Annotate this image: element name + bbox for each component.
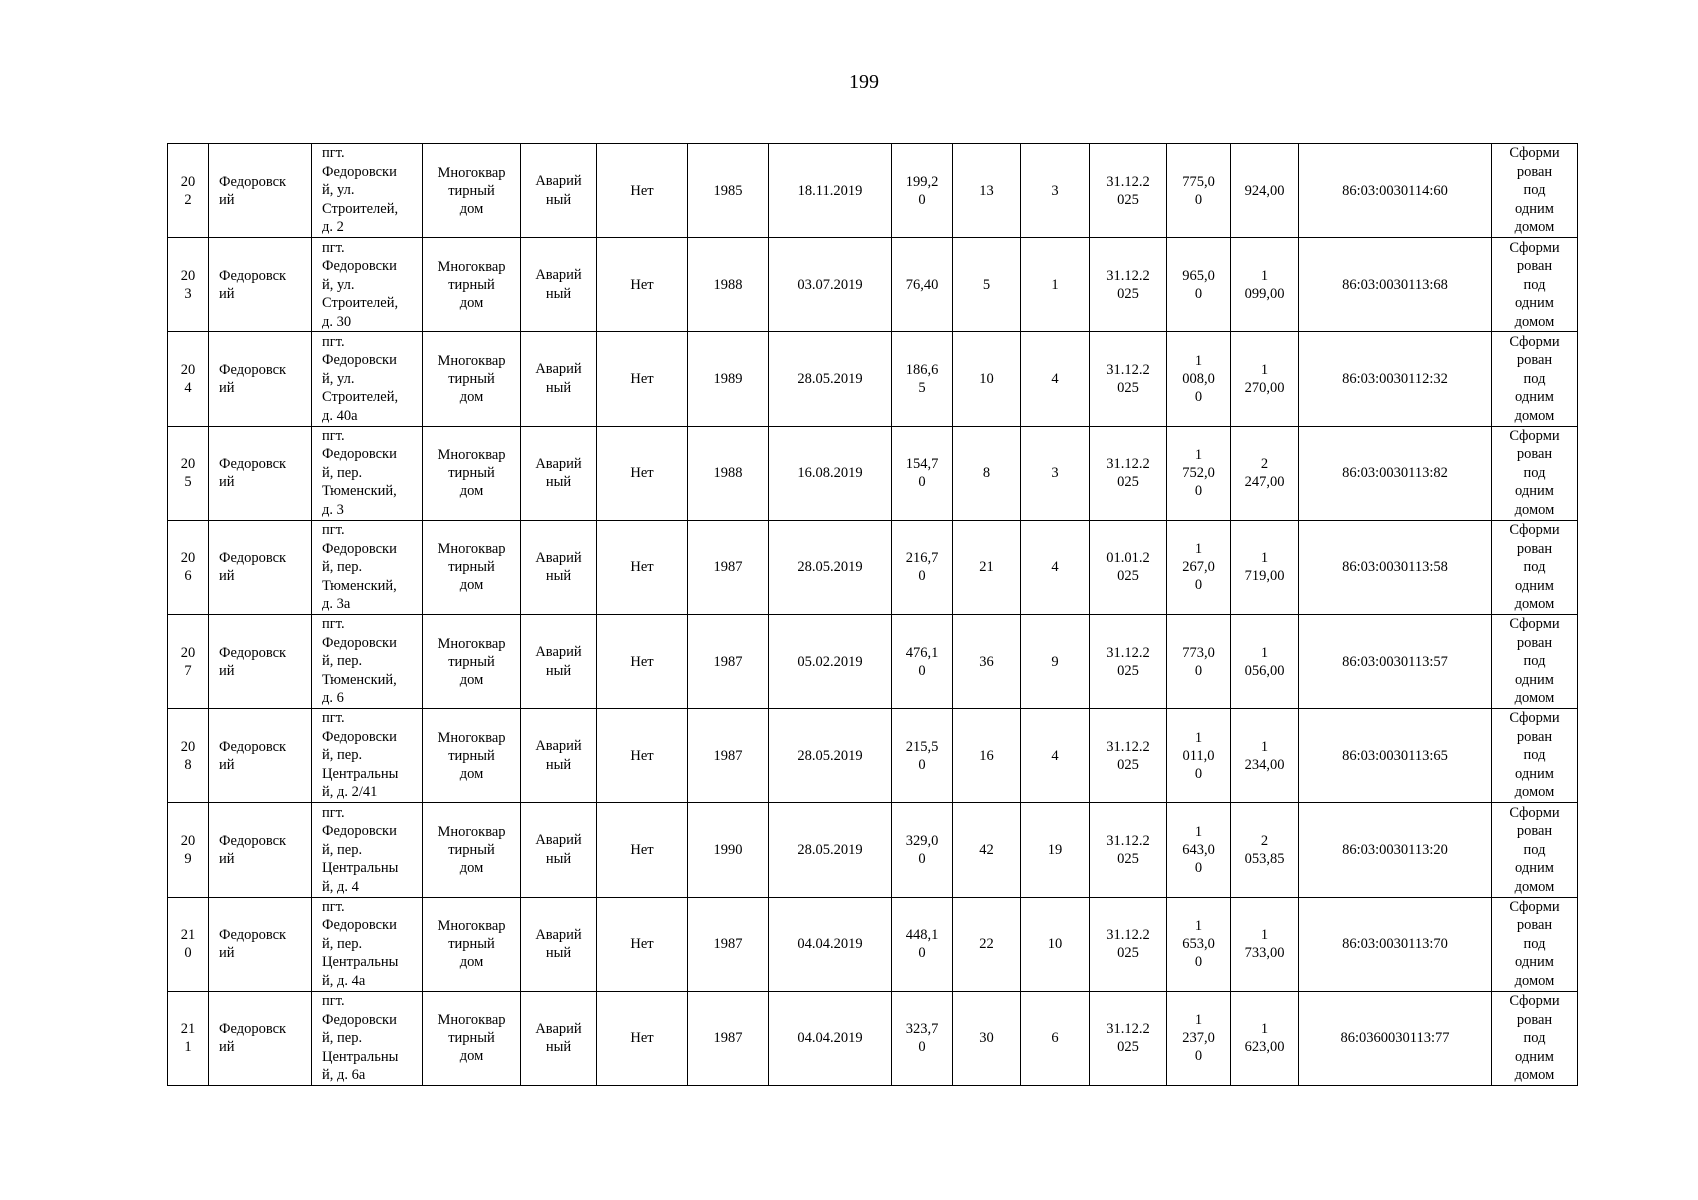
value-two: 1 099,00 [1231,238,1299,332]
construction-year: 1990 [688,803,769,897]
apartments-count: 19 [1021,803,1090,897]
apartments-count: 3 [1021,426,1090,520]
building-type: Многоквар тирный дом [423,803,521,897]
condition-status: Аварий ный [521,803,597,897]
apartments-count: 9 [1021,614,1090,708]
flag-value: Нет [597,144,688,238]
table-row [168,238,1578,332]
resettlement-deadline: 31.12.2 025 [1090,709,1167,803]
building-type: Многоквар тирный дом [423,991,521,1085]
resettlement-deadline: 31.12.2 025 [1090,614,1167,708]
value-one: 965,0 0 [1167,238,1231,332]
residents-count: 36 [953,614,1021,708]
land-plot-status: Сформи рован под одним домом [1492,426,1578,520]
row-number: 21 0 [168,897,209,991]
flag-value: Нет [597,803,688,897]
resettlement-deadline: 31.12.2 025 [1090,238,1167,332]
apartments-count: 4 [1021,332,1090,426]
value-two: 1 623,00 [1231,991,1299,1085]
recognition-date: 28.05.2019 [769,332,892,426]
construction-year: 1988 [688,426,769,520]
recognition-date: 28.05.2019 [769,803,892,897]
resettlement-deadline: 31.12.2 025 [1090,803,1167,897]
value-one: 773,0 0 [1167,614,1231,708]
residents-count: 42 [953,803,1021,897]
residents-count: 8 [953,426,1021,520]
address: пгт. Федоровски й, пер. Центральны й, д. 2/41 [312,709,423,803]
floor-area: 215,5 0 [892,709,953,803]
apartments-count: 4 [1021,520,1090,614]
building-type: Многоквар тирный дом [423,426,521,520]
resettlement-deadline: 31.12.2 025 [1090,897,1167,991]
floor-area: 186,6 5 [892,332,953,426]
construction-year: 1987 [688,520,769,614]
land-plot-status: Сформи рован под одним домом [1492,803,1578,897]
address: пгт. Федоровски й, пер. Центральны й, д. 6а [312,991,423,1085]
cadastral-number: 86:03:0030113:70 [1299,897,1492,991]
cadastral-number: 86:0360030113:77 [1299,991,1492,1085]
value-one: 1 011,0 0 [1167,709,1231,803]
address: пгт. Федоровски й, пер. Тюменский, д. 6 [312,614,423,708]
apartments-count: 3 [1021,144,1090,238]
value-two: 1 733,00 [1231,897,1299,991]
building-type: Многоквар тирный дом [423,144,521,238]
floor-area: 216,7 0 [892,520,953,614]
cadastral-number: 86:03:0030113:82 [1299,426,1492,520]
building-type: Многоквар тирный дом [423,709,521,803]
municipality: Федоровск ий [209,426,312,520]
floor-area: 199,2 0 [892,144,953,238]
resettlement-deadline: 31.12.2 025 [1090,991,1167,1085]
municipality: Федоровск ий [209,709,312,803]
municipality: Федоровск ий [209,991,312,1085]
cadastral-number: 86:03:0030113:57 [1299,614,1492,708]
recognition-date: 04.04.2019 [769,897,892,991]
row-number: 21 1 [168,991,209,1085]
condition-status: Аварий ный [521,520,597,614]
value-two: 1 719,00 [1231,520,1299,614]
address: пгт. Федоровски й, ул. Строителей, д. 40а [312,332,423,426]
address: пгт. Федоровски й, ул. Строителей, д. 30 [312,238,423,332]
floor-area: 329,0 0 [892,803,953,897]
address: пгт. Федоровски й, пер. Тюменский, д. 3 [312,426,423,520]
cadastral-number: 86:03:0030113:68 [1299,238,1492,332]
value-one: 1 237,0 0 [1167,991,1231,1085]
apartments-count: 6 [1021,991,1090,1085]
cadastral-number: 86:03:0030113:58 [1299,520,1492,614]
construction-year: 1987 [688,897,769,991]
municipality: Федоровск ий [209,803,312,897]
row-number: 20 9 [168,803,209,897]
table-row [168,897,1578,991]
condition-status: Аварий ный [521,991,597,1085]
floor-area: 448,1 0 [892,897,953,991]
value-one: 1 643,0 0 [1167,803,1231,897]
construction-year: 1988 [688,238,769,332]
recognition-date: 04.04.2019 [769,991,892,1085]
recognition-date: 05.02.2019 [769,614,892,708]
land-plot-status: Сформи рован под одним домом [1492,991,1578,1085]
resettlement-deadline: 31.12.2 025 [1090,144,1167,238]
land-plot-status: Сформи рован под одним домом [1492,897,1578,991]
apartments-count: 10 [1021,897,1090,991]
recognition-date: 28.05.2019 [769,709,892,803]
construction-year: 1987 [688,709,769,803]
municipality: Федоровск ий [209,238,312,332]
row-number: 20 5 [168,426,209,520]
table-row [168,614,1578,708]
resettlement-deadline: 31.12.2 025 [1090,332,1167,426]
resettlement-deadline: 31.12.2 025 [1090,426,1167,520]
value-two: 2 247,00 [1231,426,1299,520]
row-number: 20 2 [168,144,209,238]
building-type: Многоквар тирный дом [423,897,521,991]
flag-value: Нет [597,614,688,708]
apartments-count: 1 [1021,238,1090,332]
floor-area: 76,40 [892,238,953,332]
condition-status: Аварий ный [521,332,597,426]
construction-year: 1987 [688,614,769,708]
construction-year: 1989 [688,332,769,426]
housing-registry-table [167,143,1578,1086]
condition-status: Аварий ный [521,709,597,803]
table-row [168,520,1578,614]
municipality: Федоровск ий [209,614,312,708]
table-row [168,803,1578,897]
recognition-date: 28.05.2019 [769,520,892,614]
value-one: 1 008,0 0 [1167,332,1231,426]
cadastral-number: 86:03:0030113:65 [1299,709,1492,803]
cadastral-number: 86:03:0030114:60 [1299,144,1492,238]
address: пгт. Федоровски й, пер. Тюменский, д. 3а [312,520,423,614]
condition-status: Аварий ный [521,144,597,238]
residents-count: 22 [953,897,1021,991]
flag-value: Нет [597,520,688,614]
municipality: Федоровск ий [209,897,312,991]
value-one: 775,0 0 [1167,144,1231,238]
row-number: 20 6 [168,520,209,614]
residents-count: 5 [953,238,1021,332]
page-number: 199 [849,71,879,93]
value-one: 1 752,0 0 [1167,426,1231,520]
value-one: 1 653,0 0 [1167,897,1231,991]
apartments-count: 4 [1021,709,1090,803]
residents-count: 16 [953,709,1021,803]
residents-count: 21 [953,520,1021,614]
condition-status: Аварий ный [521,897,597,991]
land-plot-status: Сформи рован под одним домом [1492,144,1578,238]
land-plot-status: Сформи рован под одним домом [1492,614,1578,708]
value-one: 1 267,0 0 [1167,520,1231,614]
row-number: 20 4 [168,332,209,426]
value-two: 1 234,00 [1231,709,1299,803]
value-two: 1 270,00 [1231,332,1299,426]
building-type: Многоквар тирный дом [423,332,521,426]
flag-value: Нет [597,426,688,520]
land-plot-status: Сформи рован под одним домом [1492,332,1578,426]
address: пгт. Федоровски й, ул. Строителей, д. 2 [312,144,423,238]
recognition-date: 18.11.2019 [769,144,892,238]
cadastral-number: 86:03:0030112:32 [1299,332,1492,426]
value-two: 2 053,85 [1231,803,1299,897]
municipality: Федоровск ий [209,520,312,614]
land-plot-status: Сформи рован под одним домом [1492,238,1578,332]
resettlement-deadline: 01.01.2 025 [1090,520,1167,614]
flag-value: Нет [597,709,688,803]
address: пгт. Федоровски й, пер. Центральны й, д. 4а [312,897,423,991]
row-number: 20 7 [168,614,209,708]
construction-year: 1987 [688,991,769,1085]
residents-count: 10 [953,332,1021,426]
residents-count: 13 [953,144,1021,238]
building-type: Многоквар тирный дом [423,614,521,708]
building-type: Многоквар тирный дом [423,238,521,332]
table-row [168,332,1578,426]
cadastral-number: 86:03:0030113:20 [1299,803,1492,897]
recognition-date: 03.07.2019 [769,238,892,332]
municipality: Федоровск ий [209,144,312,238]
row-number: 20 8 [168,709,209,803]
address: пгт. Федоровски й, пер. Центральны й, д. 4 [312,803,423,897]
flag-value: Нет [597,991,688,1085]
residents-count: 30 [953,991,1021,1085]
construction-year: 1985 [688,144,769,238]
table-row [168,426,1578,520]
floor-area: 154,7 0 [892,426,953,520]
table-row [168,144,1578,238]
floor-area: 476,1 0 [892,614,953,708]
flag-value: Нет [597,897,688,991]
flag-value: Нет [597,238,688,332]
value-two: 924,00 [1231,144,1299,238]
land-plot-status: Сформи рован под одним домом [1492,709,1578,803]
row-number: 20 3 [168,238,209,332]
recognition-date: 16.08.2019 [769,426,892,520]
building-type: Многоквар тирный дом [423,520,521,614]
municipality: Федоровск ий [209,332,312,426]
table-row [168,709,1578,803]
condition-status: Аварий ный [521,238,597,332]
value-two: 1 056,00 [1231,614,1299,708]
condition-status: Аварий ный [521,614,597,708]
land-plot-status: Сформи рован под одним домом [1492,520,1578,614]
flag-value: Нет [597,332,688,426]
table-row [168,991,1578,1085]
condition-status: Аварий ный [521,426,597,520]
floor-area: 323,7 0 [892,991,953,1085]
